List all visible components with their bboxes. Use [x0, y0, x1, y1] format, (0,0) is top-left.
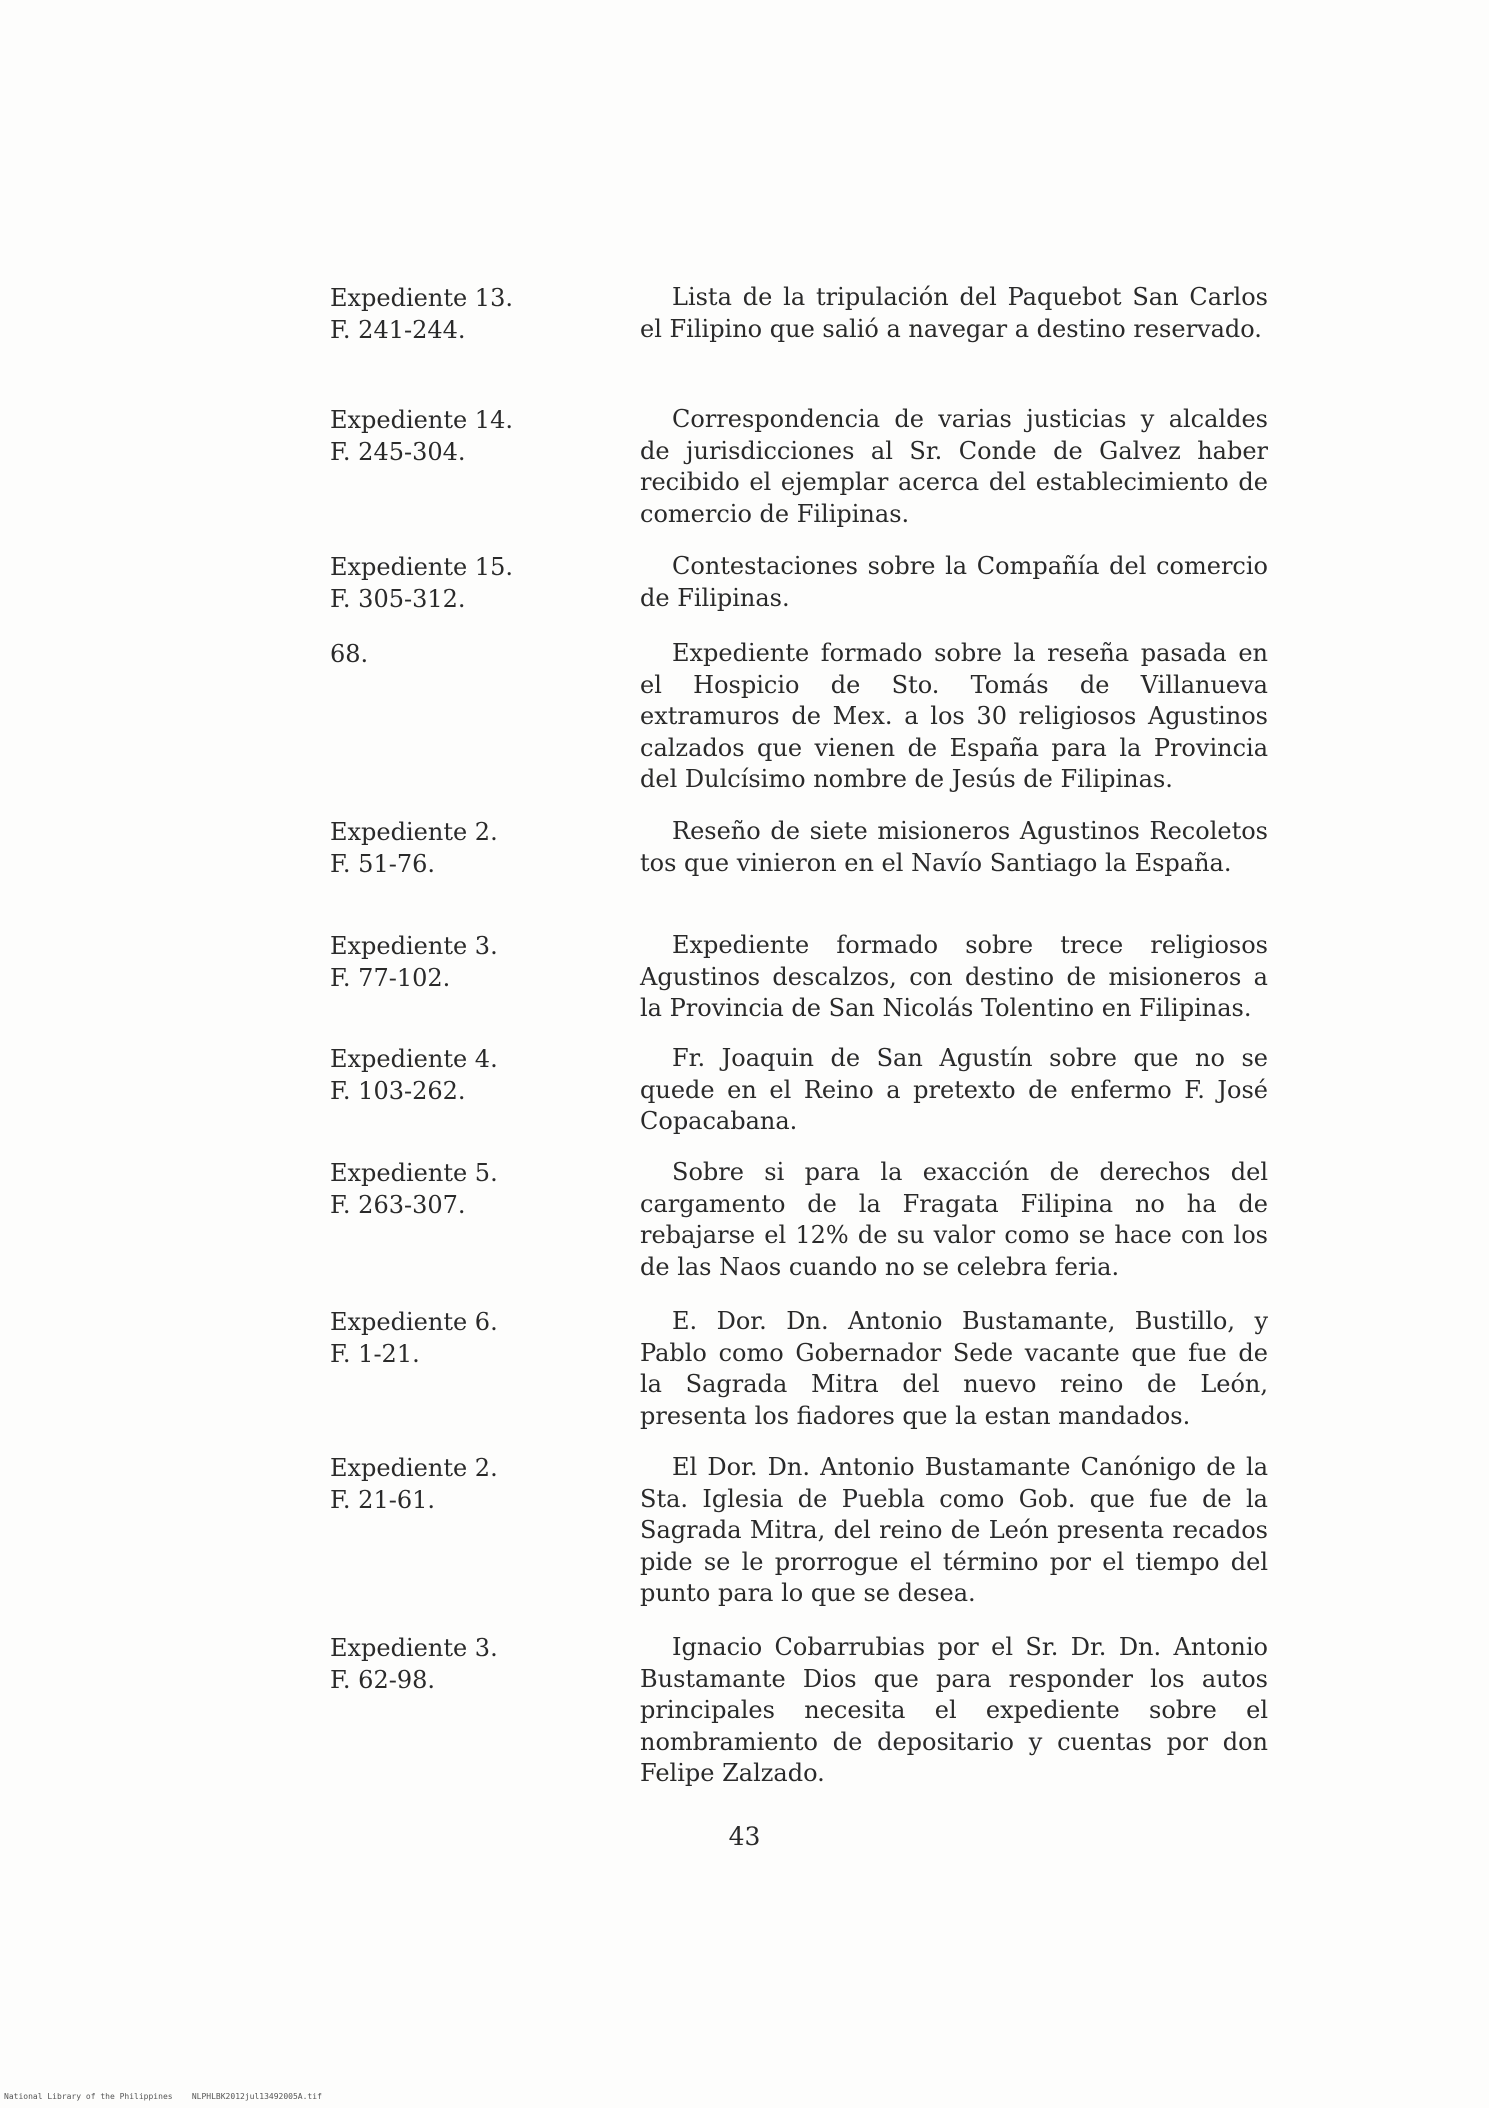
page-number: 43	[728, 1822, 761, 1851]
entry-description: Expediente formado sobre trece religiosos Agustinos descalzos, con destino de misioneros a la Provincia de San Nicolás Tolentino en Filipinas.	[640, 931, 1268, 1022]
expediente-reference: Expediente 6. F. 1-21.	[330, 1308, 498, 1368]
entry-description: Reseño de siete misioneros Agustinos Recoletos tos que vinieron en el Navío Santiago la España.	[640, 817, 1268, 877]
expediente-reference: Expediente 3. F. 77-102.	[330, 932, 498, 992]
entry-description: El Dor. Dn. Antonio Bustamante Canónigo de la Sta. Iglesia de Puebla como Gob. que fue de la Sagrada Mitra, del reino de León presenta recados pide se le prorrogue el término por el tiempo del punto para lo que se desea.	[640, 1453, 1268, 1607]
scan-footer-label: National Library of the Philippines NLPHLBK2012jul13492005A.tif	[4, 2092, 322, 2101]
expediente-reference: Expediente 2. F. 51-76.	[330, 818, 498, 878]
entry-description: Correspondencia de varias justicias y alcaldes de jurisdicciones al Sr. Conde de Galvez haber recibido el ejemplar acerca del establecimiento de comercio de Filipinas.	[640, 405, 1268, 528]
entry-description: Fr. Joaquin de San Agustín sobre que no se quede en el Reino a pretexto de enfermo F. José Copacabana.	[640, 1044, 1268, 1135]
expediente-reference: Expediente 15. F. 305-312.	[330, 553, 513, 613]
expediente-reference: Expediente 5. F. 263-307.	[330, 1159, 498, 1219]
entry-description: Contestaciones sobre la Compañía del comercio de Filipinas.	[640, 552, 1268, 612]
expediente-reference: Expediente 4. F. 103-262.	[330, 1045, 498, 1105]
entry-description: Ignacio Cobarrubias por el Sr. Dr. Dn. Antonio Bustamante Dios que para responder los autos principales necesita el expediente sobre el nombramiento de depositario y cuentas por don Felipe Zalzado.	[640, 1633, 1268, 1787]
expediente-reference: 68.	[330, 640, 369, 668]
entry-description: Lista de la tripulación del Paquebot San Carlos el Filipino que salió a navegar a destino reservado.	[640, 283, 1268, 343]
entry-description: E. Dor. Dn. Antonio Bustamante, Bustillo, y Pablo como Gobernador Sede vacante que fue de la Sagrada Mitra del nuevo reino de León, presenta los fiadores que la estan mandados.	[640, 1307, 1268, 1430]
expediente-reference: Expediente 3. F. 62-98.	[330, 1634, 498, 1694]
expediente-reference: Expediente 14. F. 245-304.	[330, 406, 513, 466]
entry-description: Expediente formado sobre la reseña pasada en el Hospicio de Sto. Tomás de Villanueva extramuros de Mex. a los 30 religiosos Agustinos calzados que vienen de España para la Provincia del Dulcísimo nombre de Jesús de Filipinas.	[640, 639, 1268, 793]
expediente-reference: Expediente 2. F. 21-61.	[330, 1454, 498, 1514]
entry-description: Sobre si para la exacción de derechos del cargamento de la Fragata Filipina no ha de rebajarse el 12% de su valor como se hace con los de las Naos cuando no se celebra feria.	[640, 1158, 1268, 1281]
expediente-reference: Expediente 13. F. 241-244.	[330, 284, 513, 344]
